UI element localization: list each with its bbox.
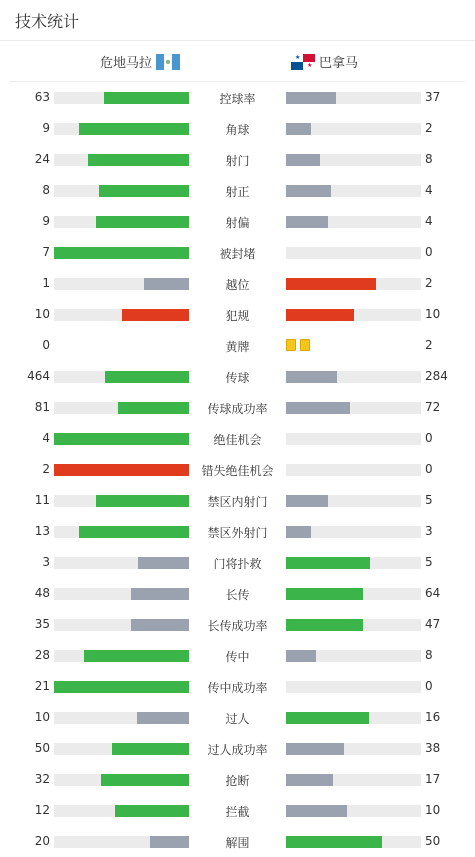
stat-row — [0, 237, 475, 268]
away-bar-track — [286, 526, 421, 538]
away-bar-track — [286, 371, 421, 383]
home-bar — [54, 433, 189, 445]
away-bar-track — [286, 743, 421, 755]
away-bar-track — [286, 92, 421, 104]
yellow-card-icon — [286, 339, 296, 351]
stat-row — [0, 826, 475, 857]
home-value: 7 — [42, 245, 50, 259]
away-bar — [286, 526, 311, 538]
stat-row — [0, 268, 475, 299]
away-bar-track — [286, 464, 421, 476]
away-bar-track — [286, 681, 421, 693]
away-bar-track — [286, 278, 421, 290]
away-bar-track — [286, 774, 421, 786]
home-team-name: 危地马拉 — [99, 56, 152, 71]
home-bar-track — [54, 743, 189, 755]
away-bar — [286, 216, 328, 228]
away-bar-track — [286, 402, 421, 414]
away-value: 17 — [425, 772, 441, 786]
stat-label: 犯规 — [225, 309, 250, 323]
home-value: 28 — [34, 648, 50, 662]
stat-label: 控球率 — [219, 92, 256, 106]
stat-label: 被封堵 — [219, 247, 256, 261]
home-bar — [131, 588, 189, 600]
home-value: 10 — [34, 307, 50, 321]
away-value: 5 — [425, 493, 433, 507]
home-bar-track — [54, 309, 189, 321]
away-value: 10 — [425, 803, 441, 817]
home-value: 50 — [34, 741, 50, 755]
away-bar — [286, 619, 363, 631]
teams-row — [10, 41, 465, 82]
stat-label: 射门 — [225, 154, 250, 168]
home-bar — [99, 185, 189, 197]
away-bar — [286, 712, 369, 724]
home-bar-track — [54, 123, 189, 135]
stat-row — [0, 113, 475, 144]
away-bar — [286, 309, 354, 321]
home-value: 8 — [42, 183, 50, 197]
stat-row — [0, 764, 475, 795]
home-bar-track — [54, 433, 189, 445]
stat-label: 禁区外射门 — [207, 526, 268, 540]
home-value: 12 — [34, 803, 50, 817]
stat-row — [0, 299, 475, 330]
home-value: 0 — [42, 338, 50, 352]
stat-row — [0, 671, 475, 702]
away-bar-track — [286, 557, 421, 569]
away-value: 2 — [425, 338, 433, 352]
stat-label: 拦截 — [225, 805, 250, 819]
home-bar — [54, 247, 189, 259]
away-bar-track — [286, 836, 421, 848]
home-value: 3 — [42, 555, 50, 569]
home-value: 9 — [42, 121, 50, 135]
home-bar-track — [54, 526, 189, 538]
away-bar-track — [286, 309, 421, 321]
home-bar-track — [54, 402, 189, 414]
home-bar-track — [54, 278, 189, 290]
home-value: 464 — [27, 369, 50, 383]
away-bar-track — [286, 154, 421, 166]
away-bar-track — [286, 805, 421, 817]
home-value: 10 — [34, 710, 50, 724]
stat-label: 传球 — [225, 371, 250, 385]
away-bar — [286, 650, 316, 662]
away-bar-track — [286, 495, 421, 507]
home-bar — [101, 774, 189, 786]
stat-row — [0, 640, 475, 671]
home-bar — [54, 464, 189, 476]
away-value: 0 — [425, 462, 433, 476]
stat-row — [0, 175, 475, 206]
stat-row — [0, 423, 475, 454]
home-bar — [112, 743, 189, 755]
stat-row — [0, 578, 475, 609]
home-bar-track — [54, 836, 189, 848]
away-value: 8 — [425, 152, 433, 166]
away-bar — [286, 123, 311, 135]
home-value: 63 — [34, 90, 50, 104]
away-value: 10 — [425, 307, 441, 321]
home-value: 1 — [42, 276, 50, 290]
stat-label: 解围 — [225, 836, 250, 850]
home-value: 21 — [34, 679, 50, 693]
home-bar — [131, 619, 189, 631]
home-value: 4 — [42, 431, 50, 445]
away-value: 72 — [425, 400, 441, 414]
page-title: 技术统计 — [15, 11, 80, 31]
home-value: 35 — [34, 617, 50, 631]
stat-row — [0, 144, 475, 175]
stat-row — [0, 392, 475, 423]
home-bar — [96, 216, 189, 228]
away-bar — [286, 92, 336, 104]
away-value: 0 — [425, 245, 433, 259]
away-bar-track — [286, 247, 421, 259]
away-value: 0 — [425, 679, 433, 693]
away-bar — [286, 557, 370, 569]
home-bar-track — [54, 154, 189, 166]
stat-label: 长传成功率 — [207, 619, 268, 633]
away-value: 2 — [425, 121, 433, 135]
home-bar-track — [54, 774, 189, 786]
stats-list — [0, 82, 475, 857]
home-bar-track — [54, 712, 189, 724]
stats-header — [0, 0, 475, 41]
stat-label: 射正 — [225, 185, 250, 199]
stat-row — [0, 485, 475, 516]
away-value: 4 — [425, 214, 433, 228]
home-value: 81 — [34, 400, 50, 414]
stat-label: 错失绝佳机会 — [201, 464, 274, 478]
stat-row — [0, 733, 475, 764]
stat-row — [0, 516, 475, 547]
home-bar-track — [54, 92, 189, 104]
home-value: 2 — [42, 462, 50, 476]
away-bar — [286, 402, 350, 414]
home-bar — [88, 154, 189, 166]
away-value: 5 — [425, 555, 433, 569]
away-value: 64 — [425, 586, 441, 600]
away-bar-track — [286, 433, 421, 445]
stat-label: 角球 — [225, 123, 250, 137]
home-value: 20 — [34, 834, 50, 848]
stat-label: 门将扑救 — [213, 557, 262, 571]
home-bar — [84, 650, 189, 662]
home-bar — [115, 805, 189, 817]
away-value: 38 — [425, 741, 441, 755]
stat-row — [0, 702, 475, 733]
home-bar-track — [54, 557, 189, 569]
panama-flag-icon: ★ ★ — [291, 54, 315, 70]
away-value: 3 — [425, 524, 433, 538]
home-bar — [144, 278, 189, 290]
away-value: 50 — [425, 834, 441, 848]
home-value: 9 — [42, 214, 50, 228]
stat-row — [0, 361, 475, 392]
stat-row — [0, 454, 475, 485]
stat-label: 绝佳机会 — [213, 433, 262, 447]
home-value: 11 — [34, 493, 50, 507]
away-bar — [286, 278, 376, 290]
away-bar — [286, 836, 382, 848]
away-value: 4 — [425, 183, 433, 197]
home-value: 13 — [34, 524, 50, 538]
away-bar-track — [286, 712, 421, 724]
home-bar — [105, 371, 189, 383]
stat-label: 传中 — [225, 650, 250, 664]
home-bar — [54, 681, 189, 693]
away-value: 47 — [425, 617, 441, 631]
away-bar — [286, 743, 344, 755]
stat-row — [0, 547, 475, 578]
yellow-card-icon — [300, 339, 310, 351]
away-value: 16 — [425, 710, 441, 724]
away-yellow-cards — [286, 339, 310, 351]
away-value: 8 — [425, 648, 433, 662]
stat-label: 黄牌 — [225, 340, 250, 354]
stat-label: 过人成功率 — [207, 743, 268, 757]
home-bar-track — [54, 805, 189, 817]
home-team[interactable] — [100, 52, 180, 71]
home-bar-track — [54, 619, 189, 631]
away-bar-track — [286, 588, 421, 600]
away-bar — [286, 154, 320, 166]
away-team-name: 巴拿马 — [319, 56, 359, 71]
stat-label: 传中成功率 — [207, 681, 268, 695]
home-bar-track — [54, 185, 189, 197]
home-bar — [96, 495, 189, 507]
stat-label: 抢断 — [225, 774, 250, 788]
stat-row — [0, 795, 475, 826]
home-bar — [138, 557, 189, 569]
away-value: 2 — [425, 276, 433, 290]
home-bar-track — [54, 495, 189, 507]
home-bar — [118, 402, 189, 414]
home-bar — [150, 836, 189, 848]
home-bar-track — [54, 588, 189, 600]
away-value: 284 — [425, 369, 448, 383]
away-value: 0 — [425, 431, 433, 445]
home-bar — [104, 92, 189, 104]
home-value: 24 — [34, 152, 50, 166]
stat-row — [0, 609, 475, 640]
home-bar-track — [54, 650, 189, 662]
stat-row — [0, 330, 475, 361]
home-value: 48 — [34, 586, 50, 600]
away-bar — [286, 588, 363, 600]
away-bar-track — [286, 185, 421, 197]
away-bar-track — [286, 619, 421, 631]
home-bar — [79, 123, 189, 135]
home-bar — [137, 712, 189, 724]
stat-label: 过人 — [225, 712, 250, 726]
away-bar — [286, 805, 347, 817]
away-team[interactable] — [291, 52, 358, 71]
stat-label: 越位 — [225, 278, 250, 292]
guatemala-flag-icon — [156, 54, 180, 70]
away-bar-track — [286, 123, 421, 135]
away-value: 37 — [425, 90, 441, 104]
home-bar-track — [54, 247, 189, 259]
stat-row — [0, 82, 475, 113]
home-bar — [79, 526, 189, 538]
stat-label: 长传 — [225, 588, 250, 602]
stat-label: 传球成功率 — [207, 402, 268, 416]
stat-row — [0, 206, 475, 237]
home-bar — [122, 309, 190, 321]
home-bar-track — [54, 464, 189, 476]
home-bar-track — [54, 681, 189, 693]
away-bar — [286, 774, 333, 786]
away-bar — [286, 185, 331, 197]
away-bar — [286, 495, 328, 507]
stat-label: 禁区内射门 — [207, 495, 268, 509]
stat-label: 射偏 — [225, 216, 250, 230]
away-bar-track — [286, 650, 421, 662]
home-value: 32 — [34, 772, 50, 786]
home-bar-track — [54, 216, 189, 228]
home-bar-track — [54, 371, 189, 383]
away-bar-track — [286, 216, 421, 228]
away-bar — [286, 371, 337, 383]
